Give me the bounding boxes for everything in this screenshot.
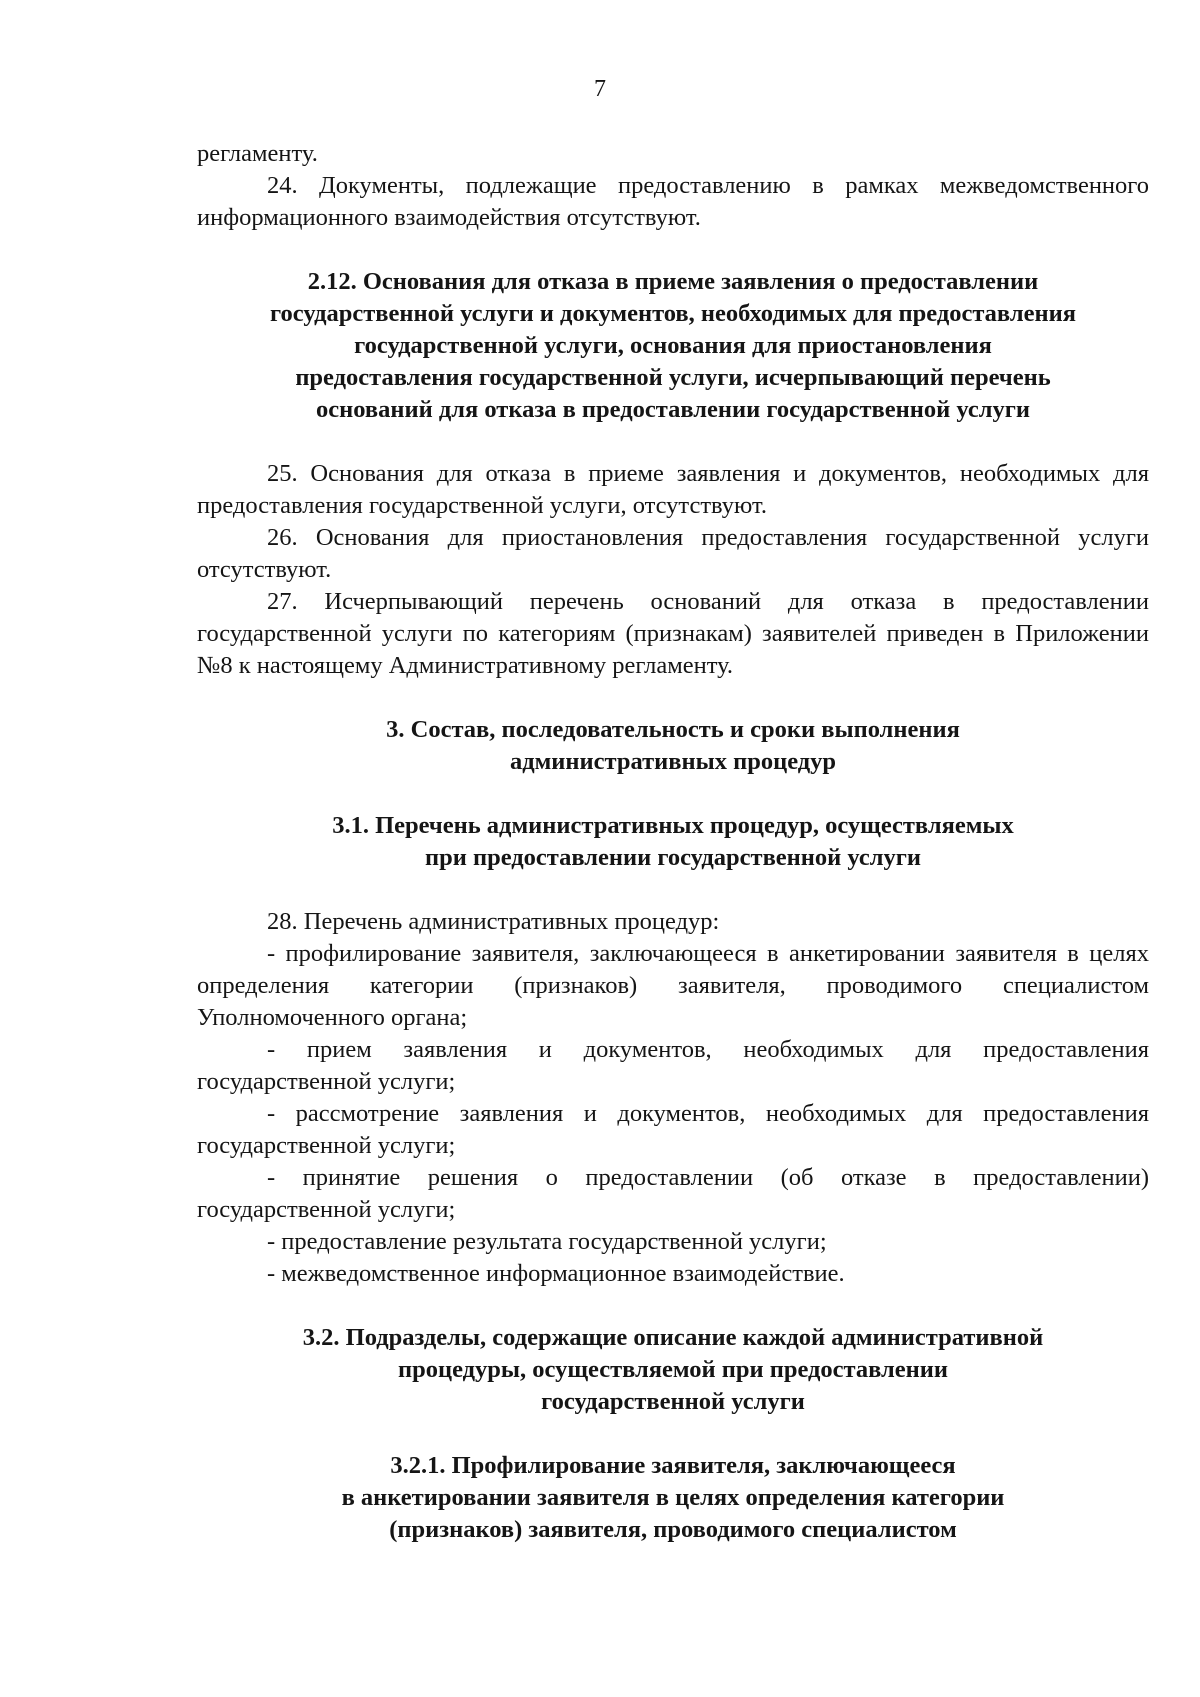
- document-body: [197, 138, 1149, 1546]
- heading-3-2: 3.2. Подразделы, содержащие описание каждой административной процедуры, осуществляемой при предоставлении государственной услуги: [302, 1324, 1044, 1415]
- paragraph-continuation: регламенту.: [197, 140, 318, 167]
- list-item: - рассмотрение заявления и документов, необходимых для предоставления государственной услуги;: [197, 1100, 1149, 1159]
- paragraph-27: 27. Исчерпывающий перечень оснований для отказа в предоставлении государственной услуги по категориям (признакам) заявителей приведен в Приложении №8 к настоящему Административному регламенту.: [197, 588, 1149, 679]
- list-item: - профилирование заявителя, заключающееся в анкетировании заявителя в целях определения категории (признаков) заявителя, проводимого специалистом Уполномоченного органа;: [197, 940, 1149, 1031]
- paragraph-28: 28. Перечень административных процедур:: [267, 908, 720, 935]
- list-item: - прием заявления и документов, необходимых для предоставления государственной услуги;: [197, 1036, 1149, 1095]
- heading-2-12: 2.12. Основания для отказа в приеме заявления о предоставлении государственной услуги и документов, необходимых для предоставления государственной услуги, основания для приостановления предоставления государственной услуги, исчерпывающий перечень оснований для отказа в предоставлении государственной услуги: [270, 268, 1076, 423]
- page-number: 7: [594, 76, 606, 102]
- heading-3-1: 3.1. Перечень административных процедур, осуществляемых при предоставлении государственной услуги: [332, 812, 1014, 871]
- paragraph-24: 24. Документы, подлежащие предоставлению в рамках межведомственного информационного взаимодействия отсутствуют.: [197, 172, 1149, 231]
- heading-3: 3. Состав, последовательность и сроки выполнения административных процедур: [386, 716, 960, 775]
- heading-3-2-1: 3.2.1. Профилирование заявителя, заключающееся в анкетировании заявителя в целях определения категории (признаков) заявителя, проводимого специалистом: [341, 1452, 1005, 1543]
- list-item: - предоставление результата государственной услуги;: [267, 1228, 827, 1255]
- list-item: - принятие решения о предоставлении (об отказе в предоставлении) государственной услуги;: [197, 1164, 1149, 1223]
- paragraph-26: 26. Основания для приостановления предоставления государственной услуги отсутствуют.: [197, 524, 1149, 583]
- list-item: - межведомственное информационное взаимодействие.: [267, 1260, 845, 1287]
- paragraph-25: 25. Основания для отказа в приеме заявления и документов, необходимых для предоставления государственной услуги, отсутствуют.: [197, 460, 1149, 519]
